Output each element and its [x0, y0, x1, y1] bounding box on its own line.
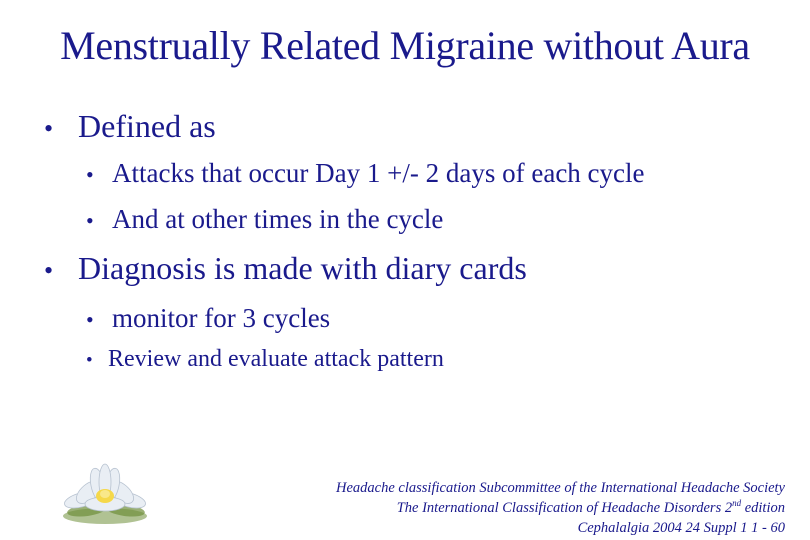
- bullet-text: Diagnosis is made with diary cards: [78, 250, 527, 286]
- bullet-icon: •: [86, 350, 93, 371]
- sub-bullet-text: Review and evaluate attack pattern: [108, 346, 444, 372]
- lotus-flower-icon: [55, 458, 155, 528]
- reference-line: The International Classification of Headache Disorders 2nd edition: [396, 498, 785, 516]
- reference-line: Cephalalgia 2004 24 Suppl 1 1 - 60: [577, 520, 785, 536]
- bullet-icon: •: [44, 256, 54, 285]
- sub-bullet-item: [86, 204, 443, 235]
- sub-bullet-item: [86, 346, 444, 373]
- sub-bullet-item: [86, 303, 330, 334]
- sub-bullet-text: monitor for 3 cycles: [112, 303, 331, 333]
- reference-line: Headache classification Subcommittee of the International Headache Society: [336, 480, 785, 496]
- sub-bullet-item: [86, 158, 645, 189]
- bullet-icon: •: [86, 208, 94, 233]
- sub-bullet-text: And at other times in the cycle: [112, 204, 444, 234]
- bullet-text: Defined as: [78, 108, 216, 144]
- bullet-item: [44, 108, 216, 145]
- sub-bullet-text: Attacks that occur Day 1 +/- 2 days of each cycle: [112, 158, 645, 188]
- bullet-icon: •: [86, 307, 94, 332]
- slide-title: Menstrually Related Migraine without Aura: [60, 23, 750, 68]
- bullet-icon: •: [44, 114, 54, 143]
- bullet-item: [44, 250, 527, 287]
- bullet-icon: •: [86, 162, 94, 187]
- reference-citation: [336, 478, 785, 538]
